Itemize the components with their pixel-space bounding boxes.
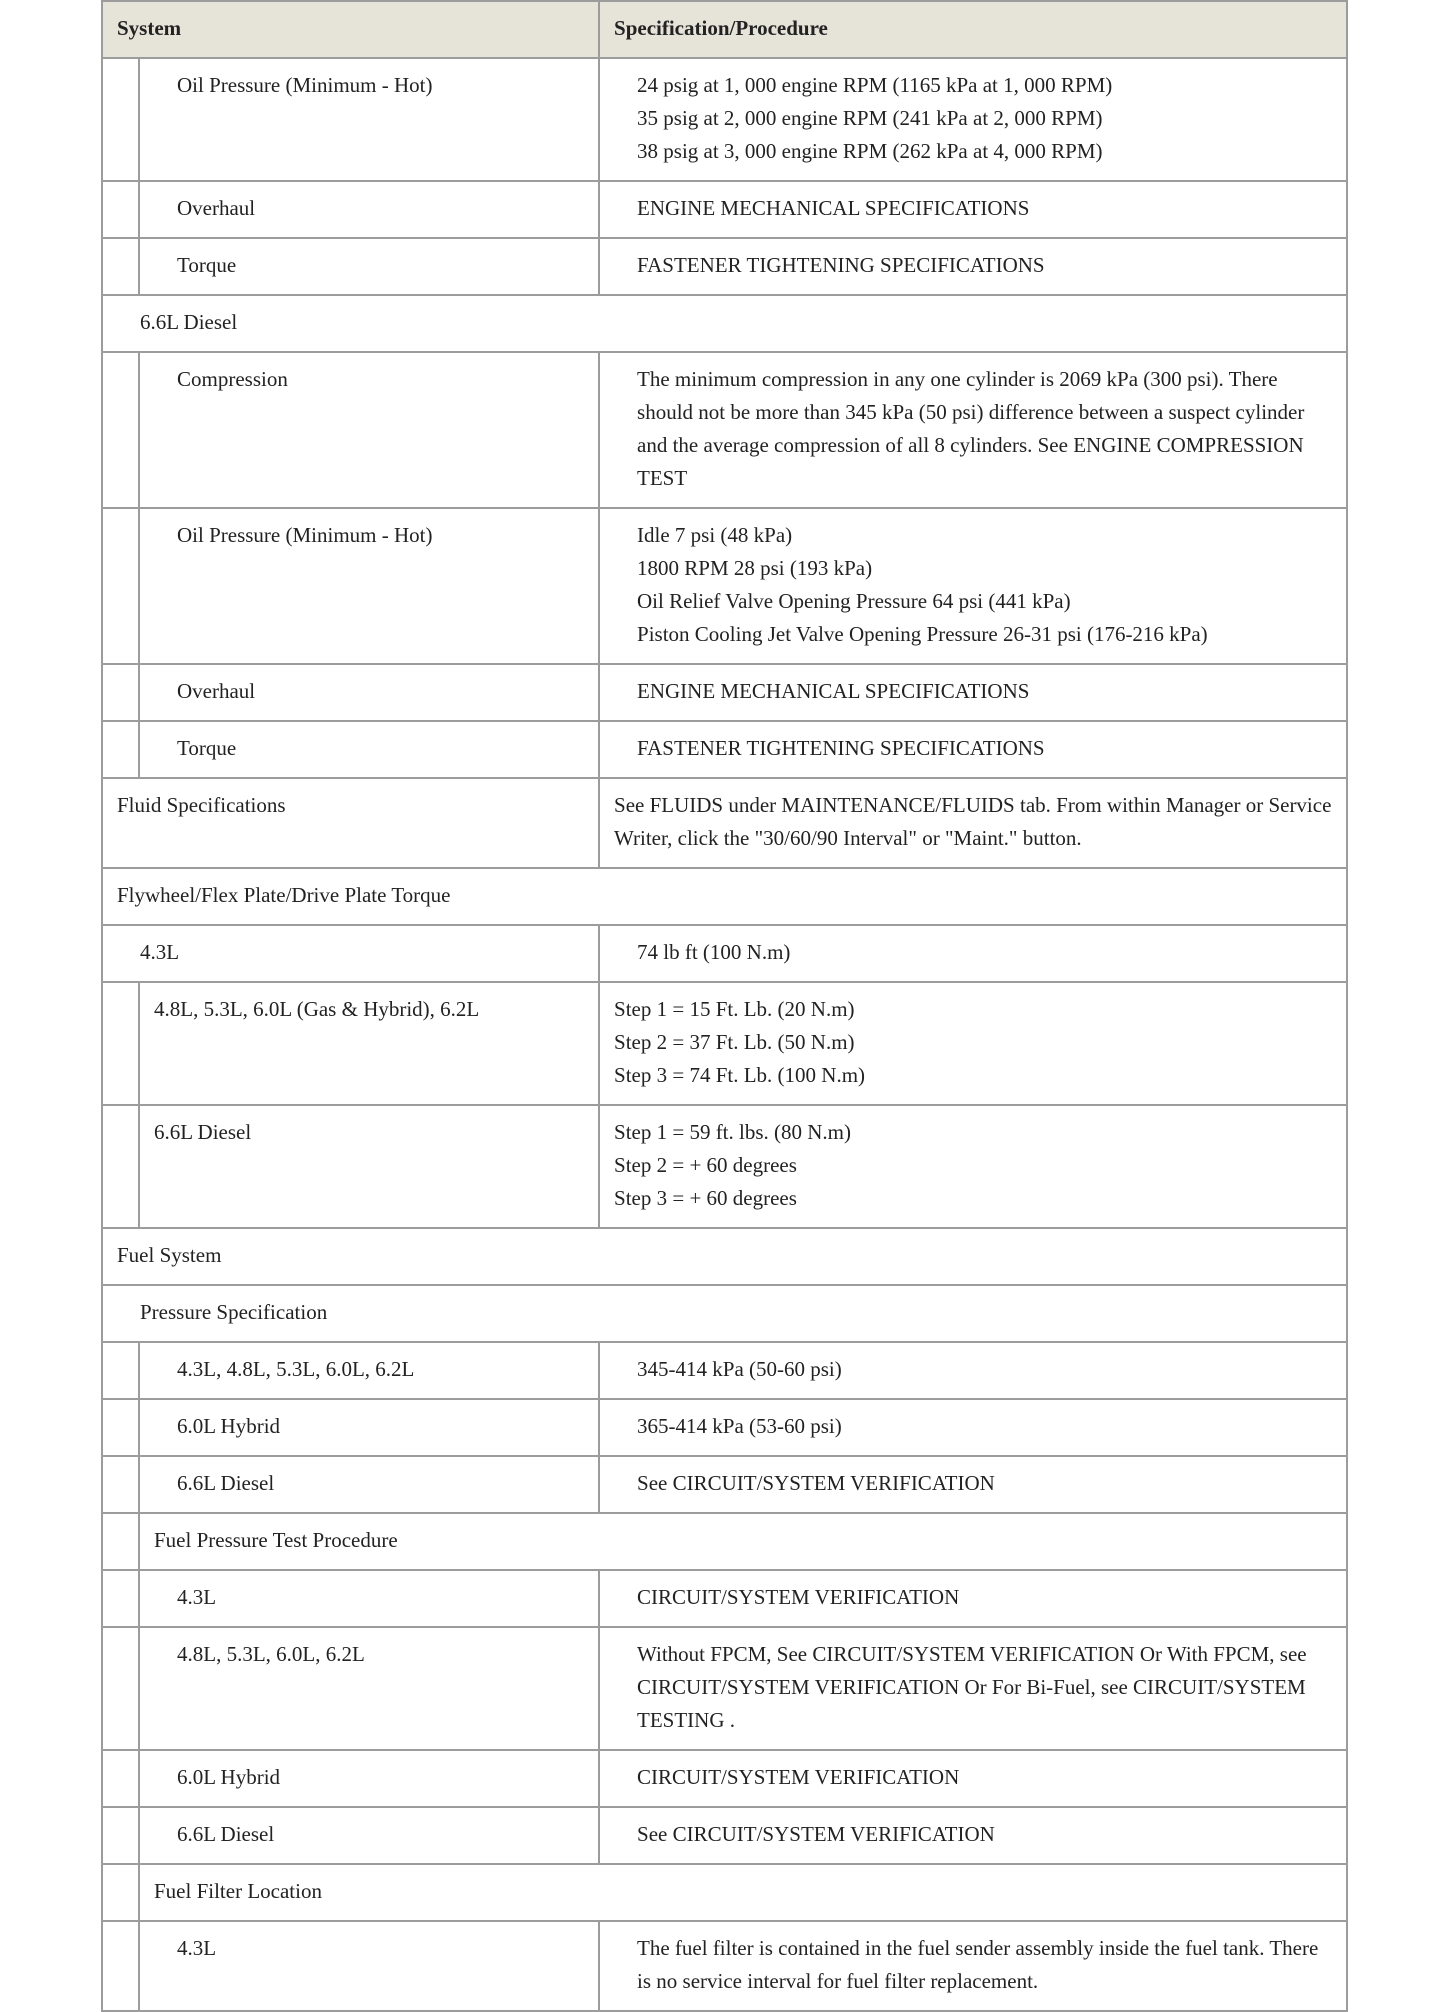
section-row (102, 1228, 1347, 1285)
table-header-row (102, 1, 1347, 58)
row-label: Torque (139, 238, 599, 295)
table-row (102, 982, 1347, 1105)
row-value: Step 1 = 15 Ft. Lb. (20 N.m) Step 2 = 37 Ft. Lb. (50 N.m) Step 3 = 74 Ft. Lb. (100 N.m) (599, 982, 1347, 1105)
row-value: See CIRCUIT/SYSTEM VERIFICATION (599, 1807, 1347, 1864)
section-row (102, 1513, 1347, 1570)
row-value: 24 psig at 1, 000 engine RPM (1165 kPa at 1, 000 RPM) 35 psig at 2, 000 engine RPM (241 kPa at 2, 000 RPM) 38 psig at 3, 000 engine RPM (262 kPa at 4, 000 RPM) (599, 58, 1347, 181)
section-label: Fuel Pressure Test Procedure (139, 1513, 1347, 1570)
row-label: Overhaul (139, 664, 599, 721)
row-value: Without FPCM, See CIRCUIT/SYSTEM VERIFICATION Or With FPCM, see CIRCUIT/SYSTEM VERIFICATION Or For Bi-Fuel, see CIRCUIT/SYSTEM TESTING . (599, 1627, 1347, 1750)
row-label: 4.3L, 4.8L, 5.3L, 6.0L, 6.2L (139, 1342, 599, 1399)
row-value: The fuel filter is contained in the fuel sender assembly inside the fuel tank. There is no service interval for fuel filter replacement. (599, 1921, 1347, 2011)
row-label: Torque (139, 721, 599, 778)
row-label: 4.8L, 5.3L, 6.0L, 6.2L (139, 1627, 599, 1750)
table-row (102, 721, 1347, 778)
table-row (102, 58, 1347, 181)
section-row (102, 868, 1347, 925)
section-row (102, 1864, 1347, 1921)
section-label: Pressure Specification (102, 1285, 1347, 1342)
table-row (102, 1750, 1347, 1807)
row-label: Oil Pressure (Minimum - Hot) (139, 508, 599, 664)
row-label: Oil Pressure (Minimum - Hot) (139, 58, 599, 181)
row-label: 6.0L Hybrid (139, 1750, 599, 1807)
row-label: 4.8L, 5.3L, 6.0L (Gas & Hybrid), 6.2L (139, 982, 599, 1105)
table-row (102, 778, 1347, 868)
table-row (102, 1921, 1347, 2011)
row-label: Fluid Specifications (102, 778, 599, 868)
row-label: 6.6L Diesel (139, 1105, 599, 1228)
table-row (102, 1105, 1347, 1228)
section-label: Fuel System (102, 1228, 1347, 1285)
row-value: FASTENER TIGHTENING SPECIFICATIONS (599, 721, 1347, 778)
section-row (102, 1285, 1347, 1342)
row-value: See CIRCUIT/SYSTEM VERIFICATION (599, 1456, 1347, 1513)
row-label: 6.0L Hybrid (139, 1399, 599, 1456)
row-value: ENGINE MECHANICAL SPECIFICATIONS (599, 664, 1347, 721)
row-label: 6.6L Diesel (139, 1456, 599, 1513)
table-row (102, 1456, 1347, 1513)
table-row (102, 1570, 1347, 1627)
row-value: Step 1 = 59 ft. lbs. (80 N.m) Step 2 = + 60 degrees Step 3 = + 60 degrees (599, 1105, 1347, 1228)
row-label: 6.6L Diesel (139, 1807, 599, 1864)
row-value: 74 lb ft (100 N.m) (599, 925, 1347, 982)
row-label: 4.3L (139, 1921, 599, 2011)
row-value: See FLUIDS under MAINTENANCE/FLUIDS tab. From within Manager or Service Writer, click the "30/60/90 Interval" or "Maint." button. (599, 778, 1347, 868)
section-label: 6.6L Diesel (102, 295, 1347, 352)
row-value: 345-414 kPa (50-60 psi) (599, 1342, 1347, 1399)
table-row (102, 1807, 1347, 1864)
row-label: 4.3L (102, 925, 599, 982)
spec-column-header: Specification/Procedure (599, 1, 1347, 58)
row-value: CIRCUIT/SYSTEM VERIFICATION (599, 1750, 1347, 1807)
row-label: Overhaul (139, 181, 599, 238)
row-label: 4.3L (139, 1570, 599, 1627)
table-row (102, 1627, 1347, 1750)
section-row (102, 295, 1347, 352)
table-row (102, 664, 1347, 721)
row-value: Idle 7 psi (48 kPa) 1800 RPM 28 psi (193 kPa) Oil Relief Valve Opening Pressure 64 psi (441 kPa) Piston Cooling Jet Valve Opening Pressure 26-31 psi (176-216 kPa) (599, 508, 1347, 664)
section-label: Fuel Filter Location (139, 1864, 1347, 1921)
row-label: Compression (139, 352, 599, 508)
table-row (102, 1342, 1347, 1399)
table-row (102, 1399, 1347, 1456)
row-value: CIRCUIT/SYSTEM VERIFICATION (599, 1570, 1347, 1627)
row-value: ENGINE MECHANICAL SPECIFICATIONS (599, 181, 1347, 238)
table-row (102, 238, 1347, 295)
table-row (102, 352, 1347, 508)
system-column-header: System (102, 1, 599, 58)
table-row (102, 925, 1347, 982)
table-row (102, 181, 1347, 238)
section-label: Flywheel/Flex Plate/Drive Plate Torque (102, 868, 1347, 925)
row-value: The minimum compression in any one cylinder is 2069 kPa (300 psi). There should not be more than 345 kPa (50 psi) difference between a suspect cylinder and the average compression of all 8 cylinders. See ENGINE COMPRESSION TEST (599, 352, 1347, 508)
row-value: 365-414 kPa (53-60 psi) (599, 1399, 1347, 1456)
table-row (102, 508, 1347, 664)
row-value: FASTENER TIGHTENING SPECIFICATIONS (599, 238, 1347, 295)
specifications-table (101, 0, 1348, 2012)
